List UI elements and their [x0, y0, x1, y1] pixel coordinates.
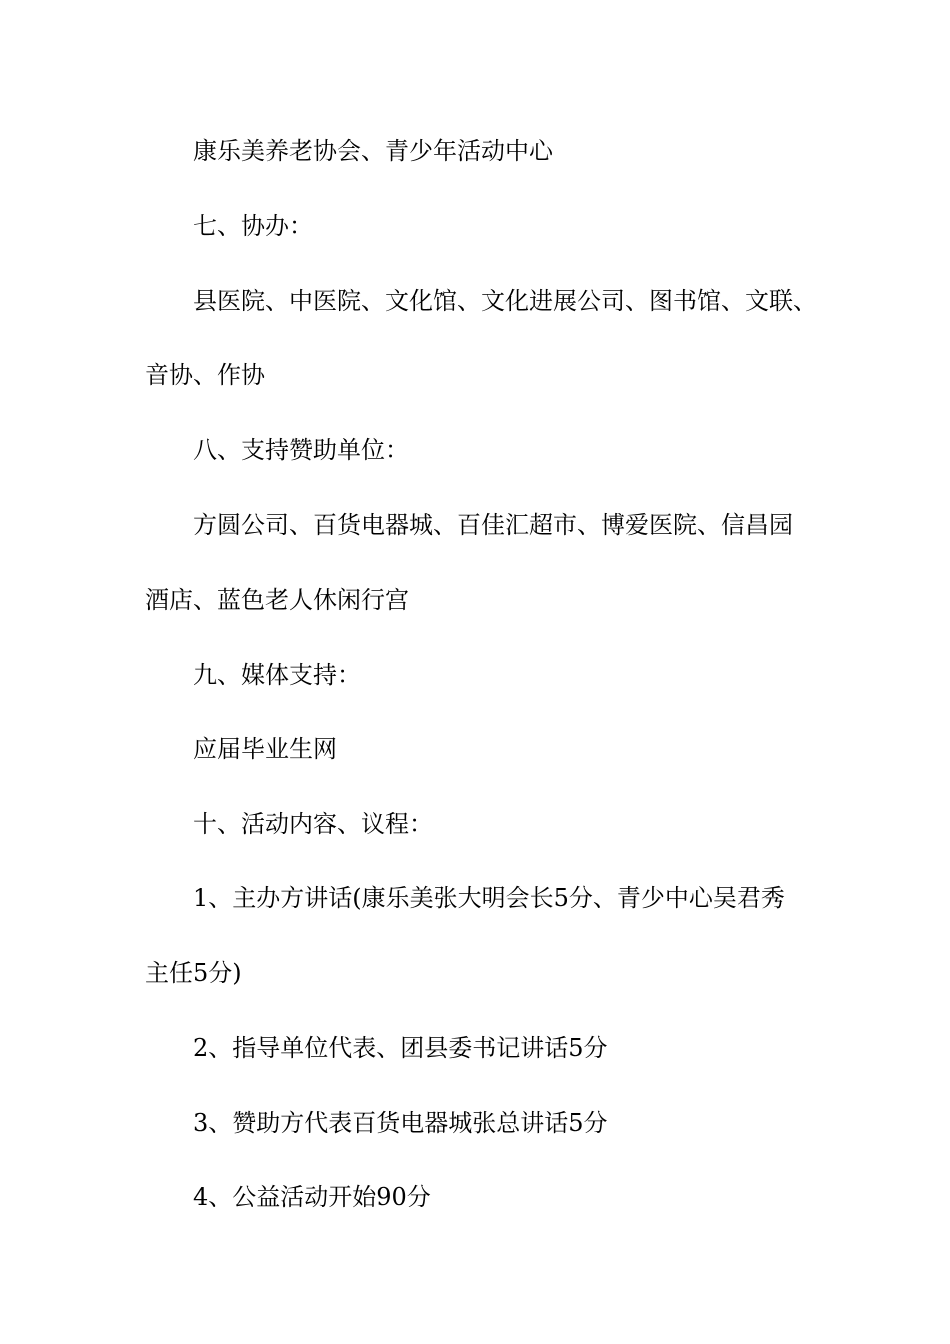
section-heading-media: 九、媒体支持： [193, 661, 361, 689]
text-line-sponsors-2: 酒店、蓝色老人休闲行宫 [145, 586, 409, 614]
section-heading-agenda: 十、活动内容、议程： [193, 810, 433, 838]
agenda-item-4: 4、公益活动开始90分 [193, 1183, 431, 1211]
section-heading-sponsors: 八、支持赞助单位： [193, 436, 409, 464]
agenda-item-3: 3、赞助方代表百货电器城张总讲话5分 [193, 1109, 608, 1137]
text-line-sponsors-1: 方圆公司、百货电器城、百佳汇超市、博爱医院、信昌园 [193, 511, 793, 539]
agenda-item-1-line-2: 主任5分) [145, 959, 242, 987]
section-heading-co-organizers: 七、协办： [193, 212, 313, 240]
text-line-co-organizers-2: 音协、作协 [145, 361, 265, 389]
agenda-item-2: 2、指导单位代表、团县委书记讲话5分 [193, 1034, 608, 1062]
text-line-media: 应届毕业生网 [193, 735, 337, 763]
agenda-item-1-line-1: 1、主办方讲话(康乐美张大明会长5分、青少中心吴君秀 [193, 884, 785, 912]
text-line-co-organizers-1: 县医院、中医院、文化馆、文化进展公司、图书馆、文联、 [193, 287, 817, 315]
text-line-organizers: 康乐美养老协会、青少年活动中心 [193, 137, 553, 165]
